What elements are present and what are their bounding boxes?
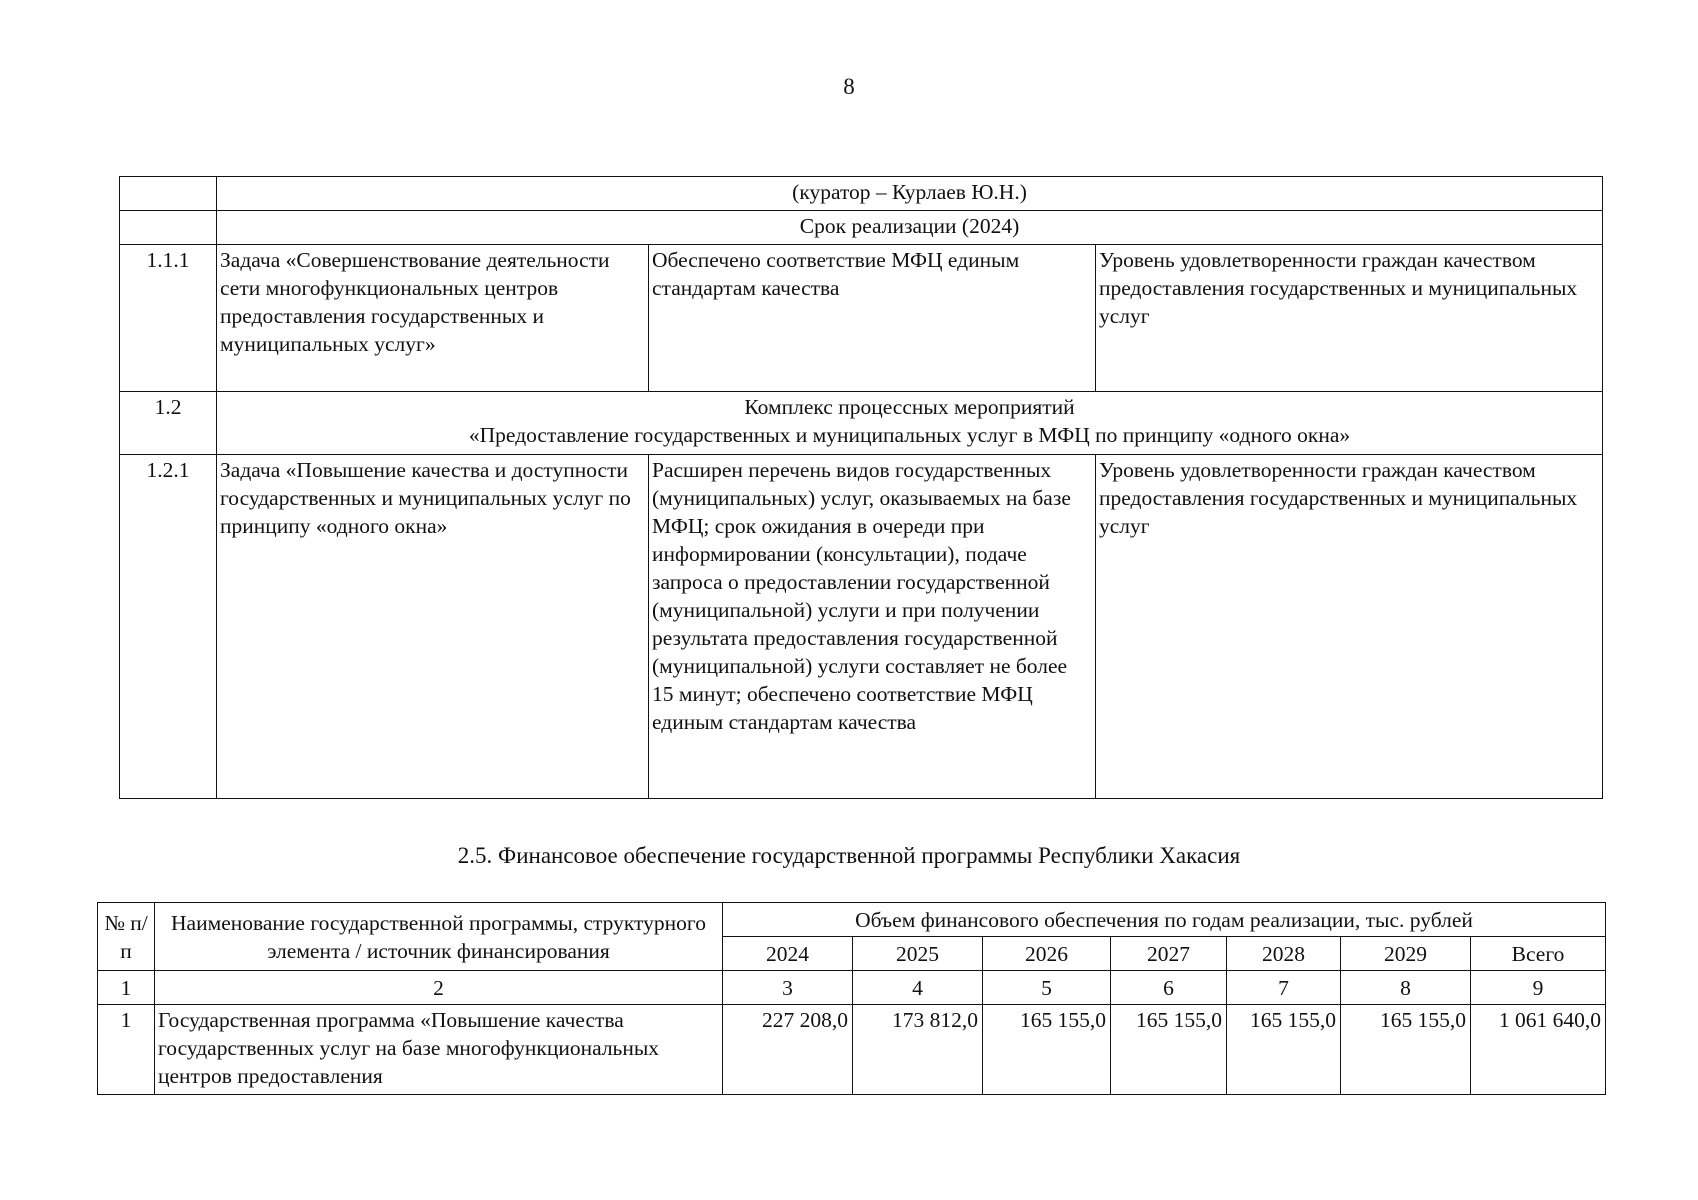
financing-table [97, 902, 1606, 1095]
task-text: Задача «Совершенствование деятельности сети многофункциональных центров предоставления государственных и муниципальных услуг» [217, 245, 649, 392]
indicator-text: Уровень удовлетворенности граждан качеством предоставления государственных и муниципальных услуг [1096, 245, 1603, 392]
row-number: 1 [98, 1005, 155, 1095]
value-2025: 173 812,0 [853, 1005, 983, 1095]
section-title: 2.5. Финансовое обеспечение государственной программы Республики Хакасия [457, 843, 1241, 868]
value-total: 1 061 640,0 [1471, 1005, 1606, 1095]
col-volume-header: Объем финансового обеспечения по годам реализации, тыс. рублей [723, 903, 1606, 937]
year-2026: 2026 [983, 937, 1111, 971]
year-2025: 2025 [853, 937, 983, 971]
page-number: 8 [843, 74, 855, 99]
index-row [98, 971, 1606, 1005]
year-2027: 2027 [1111, 937, 1227, 971]
col-number-header: № п/п [98, 903, 155, 971]
col-name-header: Наименование государственной программы, структурного элемента / источник финансирования [155, 903, 723, 971]
complex-title [217, 392, 1603, 455]
year-2024: 2024 [723, 937, 853, 971]
table-row [120, 455, 1603, 799]
index-cell: 3 [723, 971, 853, 1005]
value-2026: 165 155,0 [983, 1005, 1111, 1095]
index-cell: 8 [1341, 971, 1471, 1005]
index-cell: 5 [983, 971, 1111, 1005]
index-cell: 9 [1471, 971, 1606, 1005]
term-row [120, 211, 1603, 245]
measures-table [119, 176, 1603, 799]
term-text: Срок реализации (2024) [217, 211, 1603, 245]
index-cell: 2 [155, 971, 723, 1005]
complex-line-1: Комплекс процессных мероприятий [744, 395, 1075, 419]
program-name: Государственная программа «Повышение качества государственных услуг на базе многофункциональных центров предоставления [155, 1005, 723, 1095]
value-2029: 165 155,0 [1341, 1005, 1471, 1095]
index-cell: 1 [98, 971, 155, 1005]
value-2028: 165 155,0 [1227, 1005, 1341, 1095]
index-cell: 7 [1227, 971, 1341, 1005]
result-text: Обеспечено соответствие МФЦ единым стандартам качества [649, 245, 1096, 392]
value-2024: 227 208,0 [723, 1005, 853, 1095]
curator-row [120, 177, 1603, 211]
year-2028: 2028 [1227, 937, 1341, 971]
index-cell: 4 [853, 971, 983, 1005]
result-text: Расширен перечень видов государственных (муниципальных) услуг, оказываемых на базе МФЦ; срок ожидания в очереди при информировании (консультации), подаче запроса о предоставлении государственной (муниципальной) услуги и при получении результата предоставления государственной (муниципальной) услуги составляет не более 15 минут; обеспечено соответствие МФЦ единым стандартам качества [649, 455, 1096, 799]
complex-line-2: «Предоставление государственных и муниципальных услуг в МФЦ по принципу «одного окна» [468, 423, 1351, 447]
task-text: Задача «Повышение качества и доступности государственных и муниципальных услуг по принципу «одного окна» [217, 455, 649, 799]
row-number: 1.2 [120, 392, 217, 455]
curator-text: (куратор – Курлаев Ю.Н.) [217, 177, 1603, 211]
complex-row [120, 392, 1603, 455]
year-2029: 2029 [1341, 937, 1471, 971]
table-row [98, 1005, 1606, 1095]
index-cell: 6 [1111, 971, 1227, 1005]
indicator-text: Уровень удовлетворенности граждан качеством предоставления государственных и муниципальных услуг [1096, 455, 1603, 799]
table-row [120, 245, 1603, 392]
row-number: 1.2.1 [120, 455, 217, 799]
header-row [98, 903, 1606, 937]
row-number: 1.1.1 [120, 245, 217, 392]
year-total: Всего [1471, 937, 1606, 971]
value-2027: 165 155,0 [1111, 1005, 1227, 1095]
